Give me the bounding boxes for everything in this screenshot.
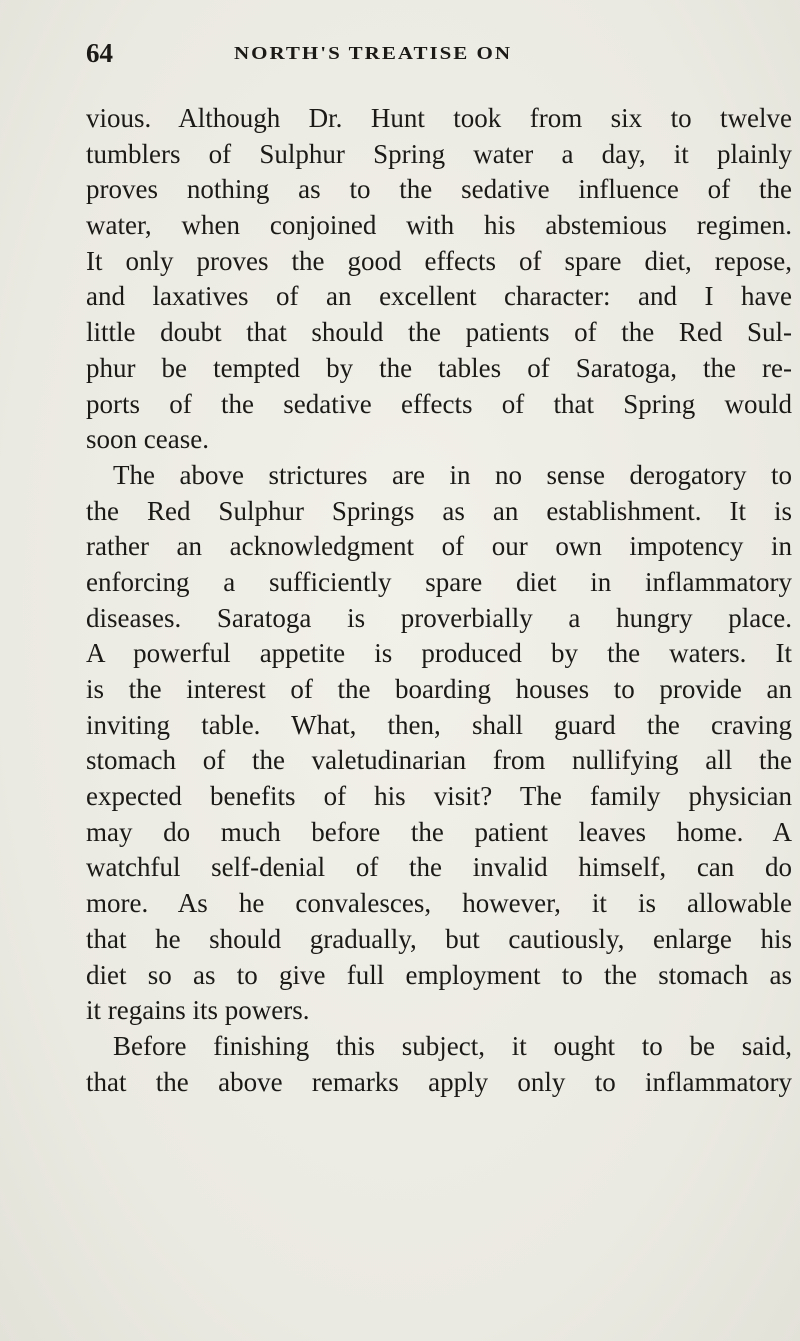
text-line: it regains its powers. (86, 995, 310, 1026)
text-line: A powerful appetite is produced by the waters. It (86, 638, 792, 669)
text-line: more. As he convalesces, however, it is allowable (86, 888, 792, 919)
body-text (86, 101, 792, 1100)
text-line: inviting table. What, then, shall guard the craving (86, 709, 792, 740)
text-line: that the above remarks apply only to inflammatory (86, 1066, 792, 1097)
text-line: expected benefits of his visit? The family physician (86, 781, 792, 812)
running-header (86, 38, 786, 68)
page-number: 64 (86, 38, 113, 68)
text-line: rather an acknowledgment of our own impotency in (86, 531, 792, 562)
text-line: and laxatives of an excellent character: and I have (86, 281, 792, 312)
text-line: may do much before the patient leaves home. A (86, 816, 792, 847)
text-line: enforcing a sufficiently spare diet in inflammatory (86, 566, 792, 597)
text-line: is the interest of the boarding houses to provide an (86, 674, 792, 704)
text-line: proves nothing as to the sedative influence of the (86, 174, 792, 205)
text-line: ports of the sedative effects of that Spring would (86, 388, 792, 419)
text-line: the Red Sulphur Springs as an establishment. It is (86, 495, 792, 526)
text-line: The above strictures are in no sense derogatory to (113, 459, 792, 490)
text-line: tumblers of Sulphur Spring water a day, it plainly (86, 138, 792, 169)
running-title: NORTH'S TREATISE ON (234, 43, 513, 64)
text-line: phur be tempted by the tables of Saratoga, the re- (86, 352, 792, 383)
text-line: Before finishing this subject, it ought to be said, (113, 1030, 792, 1061)
text-line: vious. Although Dr. Hunt took from six to twelve (86, 103, 792, 133)
text-line: soon cease. (86, 424, 209, 455)
text-line: water, when conjoined with his abstemious regimen. (86, 210, 792, 241)
text-line: diseases. Saratoga is proverbially a hungry place. (86, 602, 792, 633)
text-line: stomach of the valetudinarian from nullifying all the (86, 745, 792, 776)
text-line: that he should gradually, but cautiously, enlarge his (86, 923, 792, 954)
text-line: watchful self-denial of the invalid himself, can do (86, 852, 792, 883)
text-line: little doubt that should the patients of the Red Sul- (86, 317, 792, 348)
text-line: diet so as to give full employment to the stomach as (86, 959, 792, 990)
text-line: It only proves the good effects of spare diet, repose, (86, 245, 792, 276)
